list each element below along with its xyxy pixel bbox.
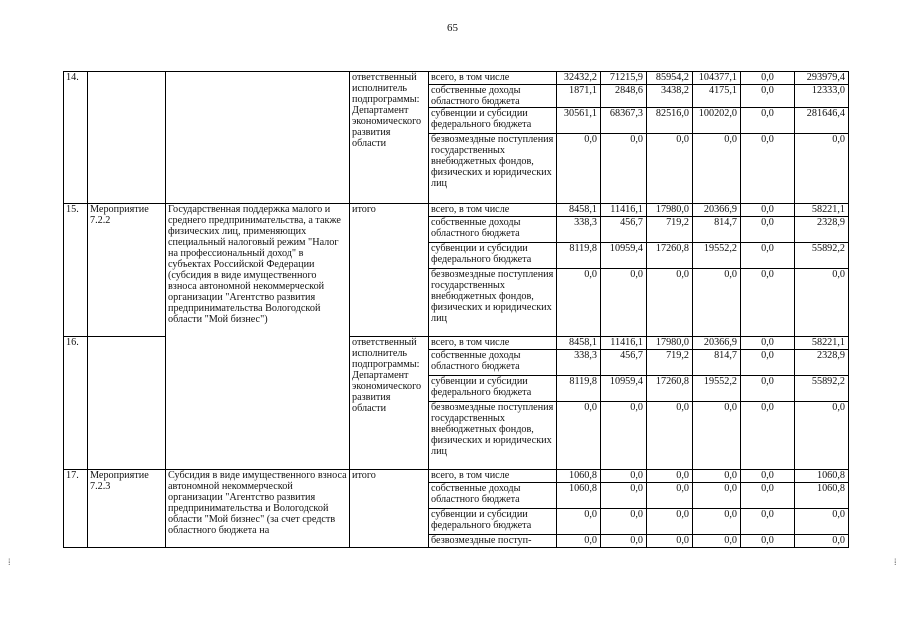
amount-cell: 0,0 bbox=[795, 535, 849, 548]
amount-cell: 8458,1 bbox=[557, 204, 601, 217]
executor-cell: ответственный исполнитель подпрограммы: Департамент экономического развития области bbox=[350, 337, 429, 470]
amount-cell: 0,0 bbox=[557, 269, 601, 337]
description-cell: Субсидия в виде имущественного взноса автономной некоммерческой организации "Агентство развития предпринимательства и Вологодской области "Мой бизнес" (за счет средств областного бюджета на bbox=[166, 470, 350, 548]
page-number: 65 bbox=[447, 22, 458, 34]
amount-cell: 0,0 bbox=[741, 85, 795, 108]
amount-cell: 11416,1 bbox=[601, 337, 647, 350]
funding-source-cell: всего, в том числе bbox=[429, 337, 557, 350]
amount-cell: 0,0 bbox=[693, 269, 741, 337]
description-cell bbox=[166, 337, 350, 470]
amount-cell: 30561,1 bbox=[557, 108, 601, 134]
amount-cell: 0,0 bbox=[647, 269, 693, 337]
amount-cell: 17260,8 bbox=[647, 243, 693, 269]
row-number-cell: 16. bbox=[64, 337, 88, 470]
funding-source-cell: субвенции и субсидии федерального бюджета bbox=[429, 108, 557, 134]
row-number-cell: 15. bbox=[64, 204, 88, 337]
left-margin-mark: ⁞ bbox=[8, 557, 11, 567]
amount-cell: 0,0 bbox=[741, 108, 795, 134]
amount-cell: 55892,2 bbox=[795, 243, 849, 269]
amount-cell: 0,0 bbox=[795, 269, 849, 337]
amount-cell: 0,0 bbox=[741, 243, 795, 269]
row-number-cell: 17. bbox=[64, 470, 88, 548]
amount-cell: 12333,0 bbox=[795, 85, 849, 108]
amount-cell: 1060,8 bbox=[557, 483, 601, 509]
amount-cell: 32432,2 bbox=[557, 72, 601, 85]
amount-cell: 0,0 bbox=[693, 470, 741, 483]
amount-cell: 58221,1 bbox=[795, 337, 849, 350]
amount-cell: 0,0 bbox=[795, 402, 849, 470]
description-cell bbox=[166, 72, 350, 204]
amount-cell: 0,0 bbox=[647, 134, 693, 204]
amount-cell: 68367,3 bbox=[601, 108, 647, 134]
amount-cell: 719,2 bbox=[647, 217, 693, 243]
amount-cell: 0,0 bbox=[693, 535, 741, 548]
amount-cell: 0,0 bbox=[741, 376, 795, 402]
funding-source-cell: субвенции и субсидии федерального бюджета bbox=[429, 376, 557, 402]
executor-cell: итого bbox=[350, 204, 429, 337]
amount-cell: 0,0 bbox=[601, 470, 647, 483]
amount-cell: 1060,8 bbox=[795, 470, 849, 483]
amount-cell: 58221,1 bbox=[795, 204, 849, 217]
amount-cell: 19552,2 bbox=[693, 243, 741, 269]
amount-cell: 3438,2 bbox=[647, 85, 693, 108]
measure-name-cell: Мероприятие 7.2.2 bbox=[88, 204, 166, 337]
measure-name-cell: Мероприятие 7.2.3 bbox=[88, 470, 166, 548]
amount-cell: 0,0 bbox=[741, 134, 795, 204]
funding-source-cell: собственные доходы областного бюджета bbox=[429, 483, 557, 509]
funding-source-cell: собственные доходы областного бюджета bbox=[429, 350, 557, 376]
amount-cell: 0,0 bbox=[741, 402, 795, 470]
funding-source-cell: субвенции и субсидии федерального бюджета bbox=[429, 509, 557, 535]
amount-cell: 4175,1 bbox=[693, 85, 741, 108]
amount-cell: 82516,0 bbox=[647, 108, 693, 134]
amount-cell: 1060,8 bbox=[795, 483, 849, 509]
amount-cell: 0,0 bbox=[601, 509, 647, 535]
amount-cell: 0,0 bbox=[601, 269, 647, 337]
amount-cell: 0,0 bbox=[693, 483, 741, 509]
funding-source-cell: субвенции и субсидии федерального бюджета bbox=[429, 243, 557, 269]
funding-source-cell: всего, в том числе bbox=[429, 72, 557, 85]
amount-cell: 104377,1 bbox=[693, 72, 741, 85]
funding-source-cell: безвозмездные поступления государственных внебюджетных фондов, физических и юридических лиц bbox=[429, 402, 557, 470]
amount-cell: 338,3 bbox=[557, 350, 601, 376]
measure-name-cell bbox=[88, 337, 166, 470]
amount-cell: 0,0 bbox=[557, 134, 601, 204]
measure-name-cell bbox=[88, 72, 166, 204]
funding-source-cell: безвозмездные поступления государственных внебюджетных фондов, физических и юридических лиц bbox=[429, 134, 557, 204]
amount-cell: 11416,1 bbox=[601, 204, 647, 217]
funding-source-cell: всего, в том числе bbox=[429, 470, 557, 483]
amount-cell: 0,0 bbox=[601, 483, 647, 509]
amount-cell: 8119,8 bbox=[557, 376, 601, 402]
funding-source-cell: всего, в том числе bbox=[429, 204, 557, 217]
amount-cell: 719,2 bbox=[647, 350, 693, 376]
executor-cell: итого bbox=[350, 470, 429, 548]
funding-source-cell: собственные доходы областного бюджета bbox=[429, 217, 557, 243]
amount-cell: 0,0 bbox=[647, 509, 693, 535]
funding-source-cell: безвозмездные поступления государственных внебюджетных фондов, физических и юридических лиц bbox=[429, 269, 557, 337]
executor-cell: ответственный исполнитель подпрограммы: Департамент экономического развития области bbox=[350, 72, 429, 204]
amount-cell: 8119,8 bbox=[557, 243, 601, 269]
amount-cell: 17980,0 bbox=[647, 204, 693, 217]
amount-cell: 0,0 bbox=[601, 535, 647, 548]
table-row bbox=[64, 470, 849, 483]
amount-cell: 0,0 bbox=[741, 204, 795, 217]
amount-cell: 456,7 bbox=[601, 350, 647, 376]
amount-cell: 0,0 bbox=[795, 134, 849, 204]
amount-cell: 0,0 bbox=[741, 269, 795, 337]
amount-cell: 8458,1 bbox=[557, 337, 601, 350]
amount-cell: 0,0 bbox=[741, 483, 795, 509]
funding-source-cell: собственные доходы областного бюджета bbox=[429, 85, 557, 108]
amount-cell: 0,0 bbox=[647, 483, 693, 509]
amount-cell: 0,0 bbox=[741, 72, 795, 85]
amount-cell: 17980,0 bbox=[647, 337, 693, 350]
budget-table bbox=[63, 71, 849, 548]
row-number-cell: 14. bbox=[64, 72, 88, 204]
amount-cell: 10959,4 bbox=[601, 376, 647, 402]
amount-cell: 71215,9 bbox=[601, 72, 647, 85]
amount-cell: 55892,2 bbox=[795, 376, 849, 402]
amount-cell: 0,0 bbox=[601, 402, 647, 470]
amount-cell: 0,0 bbox=[741, 337, 795, 350]
amount-cell: 20366,9 bbox=[693, 204, 741, 217]
amount-cell: 100202,0 bbox=[693, 108, 741, 134]
amount-cell: 85954,2 bbox=[647, 72, 693, 85]
amount-cell: 0,0 bbox=[557, 402, 601, 470]
amount-cell: 814,7 bbox=[693, 217, 741, 243]
amount-cell: 456,7 bbox=[601, 217, 647, 243]
amount-cell: 0,0 bbox=[601, 134, 647, 204]
amount-cell: 0,0 bbox=[741, 470, 795, 483]
amount-cell: 814,7 bbox=[693, 350, 741, 376]
amount-cell: 0,0 bbox=[741, 350, 795, 376]
amount-cell: 2328,9 bbox=[795, 217, 849, 243]
amount-cell: 0,0 bbox=[647, 470, 693, 483]
amount-cell: 17260,8 bbox=[647, 376, 693, 402]
table-row bbox=[64, 72, 849, 85]
amount-cell: 2848,6 bbox=[601, 85, 647, 108]
amount-cell: 0,0 bbox=[557, 509, 601, 535]
amount-cell: 338,3 bbox=[557, 217, 601, 243]
amount-cell: 20366,9 bbox=[693, 337, 741, 350]
funding-source-cell: безвозмездные поступ- bbox=[429, 535, 557, 548]
amount-cell: 293979,4 bbox=[795, 72, 849, 85]
amount-cell: 0,0 bbox=[741, 509, 795, 535]
amount-cell: 0,0 bbox=[741, 535, 795, 548]
amount-cell: 1871,1 bbox=[557, 85, 601, 108]
amount-cell: 10959,4 bbox=[601, 243, 647, 269]
right-margin-mark: ⁞ bbox=[894, 557, 897, 567]
amount-cell: 19552,2 bbox=[693, 376, 741, 402]
description-cell: Государственная поддержка малого и среднего предпринимательства, а также физических лиц, применяющих специальный налоговый режим "Налог на профессиональный доход" в субъектах Российской Федерации (субсидия в виде имущественного взноса автономной некоммерческой организации "Агентство развития предпринимательства Вологодской области "Мой бизнес") bbox=[166, 204, 350, 337]
amount-cell: 0,0 bbox=[693, 402, 741, 470]
amount-cell: 1060,8 bbox=[557, 470, 601, 483]
amount-cell: 2328,9 bbox=[795, 350, 849, 376]
table-row bbox=[64, 337, 849, 350]
amount-cell: 0,0 bbox=[647, 535, 693, 548]
amount-cell: 0,0 bbox=[693, 509, 741, 535]
amount-cell: 0,0 bbox=[741, 217, 795, 243]
amount-cell: 0,0 bbox=[557, 535, 601, 548]
amount-cell: 0,0 bbox=[647, 402, 693, 470]
amount-cell: 0,0 bbox=[693, 134, 741, 204]
amount-cell: 0,0 bbox=[795, 509, 849, 535]
table-row bbox=[64, 204, 849, 217]
amount-cell: 281646,4 bbox=[795, 108, 849, 134]
